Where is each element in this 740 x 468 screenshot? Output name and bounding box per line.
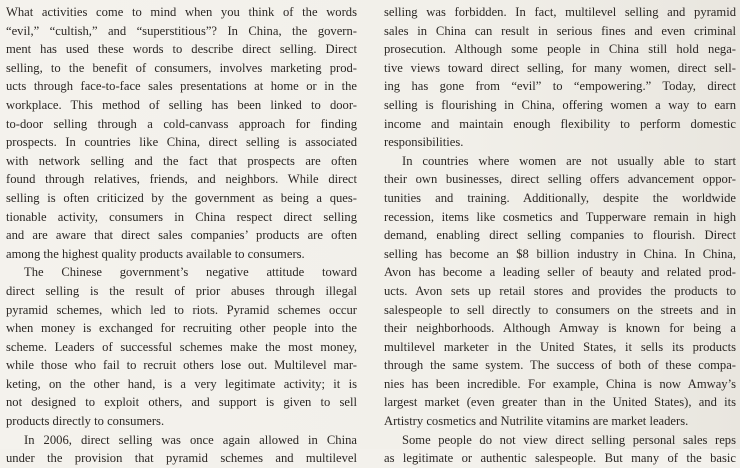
text-line: selling was forbidden. In fact, multilevel selling and pyramid [384,5,736,19]
text-line: ucts. Avon sets up retail stores and provides the products to [384,283,736,298]
text-line: selling is often criticized by the government as being a ques- [6,190,357,205]
text-line: recession, items like cosmetics and Tupperware remain in high [384,209,736,224]
text-line: responsibilities. [384,135,464,150]
text-line: keting, on the other hand, is a very legitimate activity; it is [6,376,357,391]
text-line: nies has been incredible. For example, China is now Amway’s [384,376,736,391]
text-line: Some people do not view direct selling personal sales reps [402,432,736,447]
text-line: direct selling is the result of prior abuses through illegal [6,283,357,298]
text-line: ucts through face-to-face sales presentations at home or in the [6,79,357,94]
text-line: under the provision that pyramid schemes and multilevel [6,451,357,466]
text-line: selling, to the benefit of consumers, involves marketing prod- [6,60,357,75]
text-line: to-door selling through a cold-canvass approach for finding [6,116,357,131]
text-line: largest market (even greater than in the United States), and its [384,395,736,410]
text-line: pyramid schemes, which led to riots. Pyramid schemes occur [6,302,357,317]
text-line: In 2006, direct selling was once again allowed in China [24,432,357,447]
text-line: not designed to exploit others, and support is given to sell [6,395,357,410]
text-line: income and maintain enough flexibility to perform domestic [384,116,736,131]
text-line: as legitimate or authentic salespeople. But many of the basic [384,451,736,466]
text-line: scheme. Leaders of successful schemes make the most money, [6,339,357,354]
left-text-column [6,3,357,468]
text-line: their neighborhoods. Although Amway is known for being a [384,321,736,336]
text-line: In countries where women are not usually able to start [402,153,736,168]
text-line: ment has used these words to describe direct selling. Direct [6,42,357,57]
text-line: workplace. This method of selling has been linked to door- [6,97,357,112]
text-line: among the highest quality products available to consumers. [6,246,305,261]
text-line: their own businesses, direct selling offers advancement oppor- [384,172,736,187]
text-line: Avon has become a leading seller of beauty and related prod- [384,265,736,280]
text-line: tunities and training. Additionally, despite the worldwide [384,190,736,205]
right-text-column [384,3,736,468]
text-line: when money is exchanged for recruiting other people into the [6,321,357,336]
text-line: The Chinese government’s negative attitude toward [24,265,357,280]
text-line: multilevel marketer in the United States, it sells its products [384,339,736,354]
text-line: while those who fail to recruit others lose out. Multilevel mar- [6,358,357,373]
text-line: What activities come to mind when you think of the words [6,5,357,19]
text-line: and are aware that direct sales companies’ products are often [6,228,357,243]
text-line: ing has gone from “evil” to “empowering.” Today, direct [384,79,736,94]
text-line: “evil,” “cultish,” and “superstitious”? In China, the govern- [6,23,357,38]
text-line: products directly to consumers. [6,414,165,429]
text-line: tionable activity, consumers in China respect direct selling [6,209,357,224]
text-line: selling has become an $8 billion industry in China. In China, [384,246,736,261]
text-line: Artistry cosmetics and Nutrilite vitamins are market leaders. [384,414,689,429]
text-line: prosecution. Although some people in China still hold nega- [384,42,736,57]
text-line: tive views toward direct selling, for many women, direct sell- [384,60,736,75]
text-line: salespeople to sell directly to consumers on the streets and in [384,302,736,317]
text-line: through the same system. The success of both of these compa- [384,358,736,373]
text-line: prospects. In countries like China, direct selling is associated [6,135,357,150]
text-line: demand, enabling direct selling companies to flourish. Direct [384,228,736,243]
text-line: found through relatives, friends, and neighbors. While direct [6,172,357,187]
text-line: sales in China can result in serious fines and even criminal [384,23,736,38]
text-line: with network selling and the fact that prospects are often [6,153,357,168]
text-line: selling is flourishing in China, offering women a way to earn [384,97,736,112]
